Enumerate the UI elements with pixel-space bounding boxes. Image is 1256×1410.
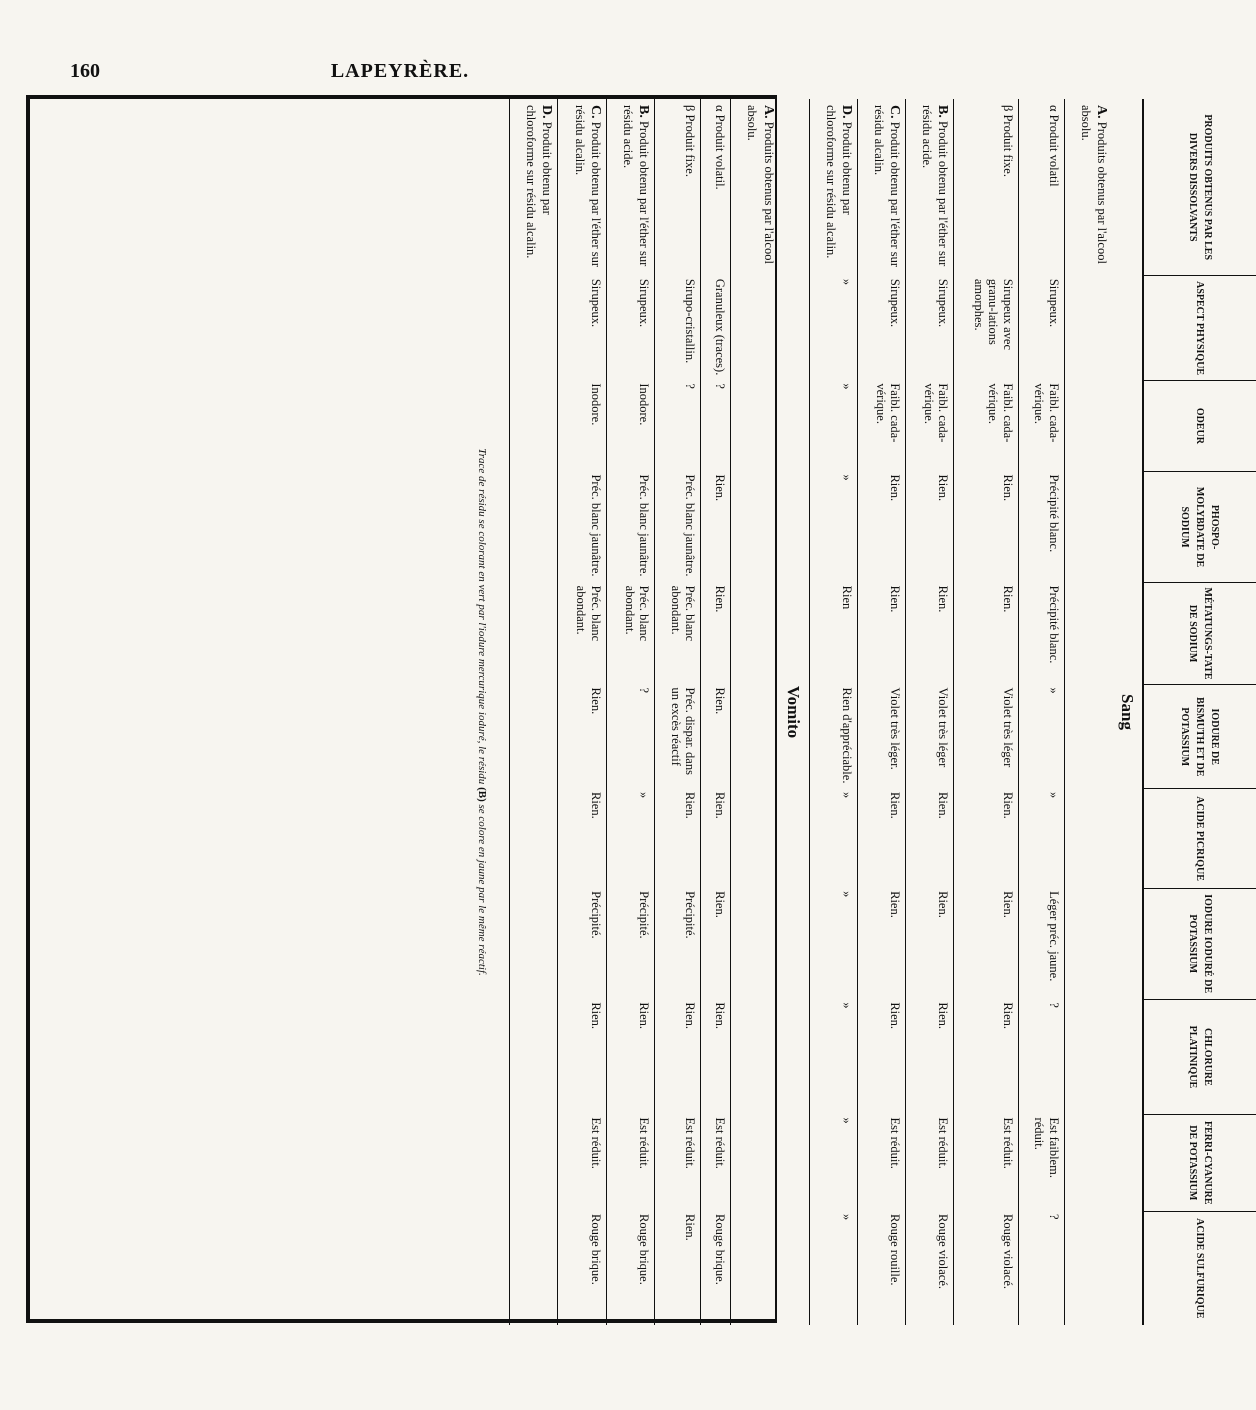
table-cell: Sirupeux. (906, 276, 954, 381)
product-cell (731, 99, 779, 276)
table-cell: Rien. (857, 888, 905, 999)
table-cell: Rouge brique. (558, 1211, 606, 1325)
product-label: Produit obtenu par chloroforme sur résidu alcalin. (823, 105, 854, 259)
table-cell: Rien. (857, 789, 905, 888)
table-cell: Rien. (701, 583, 731, 685)
table-cell: Est réduit. (655, 1115, 701, 1211)
product-label: α Produit volatil. (713, 105, 728, 190)
table-cell (1064, 1115, 1112, 1211)
col-header-chlorure: CHLORURE PLATINIQUE (1143, 999, 1256, 1114)
table-cell (1064, 888, 1112, 999)
product-label: β Produit fixe. (683, 105, 698, 177)
col-header-odeur: ODEUR (1143, 380, 1256, 471)
product-letter: C. (887, 105, 903, 119)
table-cell (731, 999, 779, 1114)
product-cell (809, 99, 857, 276)
table-row (510, 99, 558, 1325)
table-cell: Rien. (558, 684, 606, 789)
table-cell (1064, 999, 1112, 1114)
table-cell (1064, 1211, 1112, 1325)
table-cell (510, 684, 558, 789)
table-cell (510, 583, 558, 685)
product-letter: B. (935, 105, 951, 118)
product-label: Produits obtenus par l'alcool absolu. (1078, 105, 1109, 264)
table-cell (1064, 471, 1112, 582)
footnote (476, 99, 488, 1325)
table-cell: » (809, 1211, 857, 1325)
table-cell: Est réduit. (906, 1115, 954, 1211)
table-cell: Rien (809, 583, 857, 685)
table-cell: ? (701, 380, 731, 471)
table-cell: Est réduit. (857, 1115, 905, 1211)
product-label: Produits obtenus par l'alcool absolu. (745, 105, 776, 264)
table-cell: Rouge rouille. (857, 1211, 905, 1325)
product-cell (954, 99, 1018, 276)
table-cell: Préc. blanc jaunâtre. (655, 471, 701, 582)
table-cell: ? (1018, 1211, 1064, 1325)
footnote-text-end: se colore en jaune par le même réactif. (476, 804, 488, 976)
section-title: Vomito (784, 685, 804, 739)
table-cell: Rien. (701, 999, 731, 1114)
table-cell: Rien. (954, 471, 1018, 582)
table-cell (510, 888, 558, 999)
table-row (809, 99, 857, 1325)
product-cell (1018, 99, 1064, 276)
table-cell: Rien. (857, 999, 905, 1114)
product-cell (857, 99, 905, 276)
table-cell (1064, 276, 1112, 381)
table-cell (1064, 380, 1112, 471)
table-cell (731, 380, 779, 471)
table-cell: » (1018, 684, 1064, 789)
table-cell (510, 1115, 558, 1211)
table-cell: Rien. (655, 789, 701, 888)
table-cell: Rien. (954, 583, 1018, 685)
rotated-table (476, 99, 1256, 1325)
table-cell (1064, 583, 1112, 685)
table-cell: Précipité. (558, 888, 606, 999)
table-cell (731, 583, 779, 685)
table-row (558, 99, 606, 1325)
table-cell: Inodore. (558, 380, 606, 471)
table-cell: Rien. (558, 999, 606, 1114)
table-cell: Est réduit. (701, 1115, 731, 1211)
table-cell: Rien. (906, 789, 954, 888)
table-cell: » (809, 1115, 857, 1211)
table-cell: Granuleux (traces). (701, 276, 731, 381)
product-cell (906, 99, 954, 276)
table-cell: » (809, 789, 857, 888)
table-cell: Préc. blanc abondant. (606, 583, 654, 685)
col-header-ferricyanure: FERRI-CYANURE DE POTASSIUM (1143, 1115, 1256, 1211)
table-cell: Rien. (606, 999, 654, 1114)
table-cell: ? (1018, 999, 1064, 1114)
table-cell (731, 888, 779, 999)
table-cell (510, 789, 558, 888)
table-cell: Inodore. (606, 380, 654, 471)
reaction-table (509, 99, 1256, 1325)
table-cell: Préc. dispar. dans un excès réactif (655, 684, 701, 789)
product-label: Produit obtenu par l'éther sur résidu acide. (620, 105, 652, 267)
table-cell: Faibl. cada-vérique. (906, 380, 954, 471)
table-cell: Rouge brique. (701, 1211, 731, 1325)
table-cell (731, 276, 779, 381)
table-cell: Rien. (954, 999, 1018, 1114)
product-letter: D. (539, 105, 555, 119)
table-cell: Rien. (906, 999, 954, 1114)
product-letter: B. (636, 105, 652, 118)
table-cell: Est réduit. (954, 1115, 1018, 1211)
product-cell (701, 99, 731, 276)
product-letter: C. (587, 105, 603, 119)
table-cell: » (1018, 789, 1064, 888)
table-cell: Sirupo-cristallin. (655, 276, 701, 381)
table-cell: Rien. (701, 789, 731, 888)
table-cell: Préc. blanc abondant. (655, 583, 701, 685)
table-row (731, 99, 779, 1325)
table-cell: Est faiblem. réduit. (1018, 1115, 1064, 1211)
table-row (1018, 99, 1064, 1325)
table-cell: Faibl. cada-vérique. (1018, 380, 1064, 471)
table-body (510, 99, 1144, 1325)
product-letter: A. (1094, 105, 1109, 119)
col-header-iodure-bismuth: IODURE DE BISMUTH ET DE POTASSIUM (1143, 684, 1256, 789)
table-cell: Précipité. (655, 888, 701, 999)
product-cell (606, 99, 654, 276)
table-row (606, 99, 654, 1325)
table-cell: Sirupeux. (606, 276, 654, 381)
table-cell: » (606, 789, 654, 888)
table-row (701, 99, 731, 1325)
page-number: 160 (70, 60, 100, 82)
table-cell: Rien. (954, 789, 1018, 888)
table-row (655, 99, 701, 1325)
section-row (779, 99, 810, 1325)
table-cell: » (809, 276, 857, 381)
table-cell: Préc. blanc jaunâtre. (606, 471, 654, 582)
product-label: Produit obtenu par l'éther sur résidu alcalin. (572, 105, 603, 268)
table-row (857, 99, 905, 1325)
table-cell: Rien. (701, 888, 731, 999)
table-cell: Rien. (701, 684, 731, 789)
table-row (906, 99, 954, 1325)
product-label: α Produit volatil (1046, 105, 1061, 187)
table-cell: » (809, 380, 857, 471)
table-cell: Préc. blanc jaunâtre. (558, 471, 606, 582)
col-header-phospho: PHOSPO-MOLYBDATE DE SODIUM (1143, 471, 1256, 582)
table-cell: Violet très léger (954, 684, 1018, 789)
table-cell (731, 684, 779, 789)
table-cell: Précipité blanc. (1018, 583, 1064, 685)
product-cell (1064, 99, 1112, 276)
table-cell: Est réduit. (606, 1115, 654, 1211)
table-cell: » (809, 471, 857, 582)
footnote-text: Trace de résidu se colorant en vert par l'iodure mercurique ioduré, le résidu (476, 448, 488, 785)
table-cell: Rien. (655, 1211, 701, 1325)
col-header-acide-picrique: ACIDE PICRIQUE (1143, 789, 1256, 888)
table-cell: Préc. blanc abondant. (558, 583, 606, 685)
table-cell (1064, 684, 1112, 789)
product-label: Produit obtenu par l'éther sur résidu acide. (920, 105, 951, 267)
header-row (1143, 99, 1256, 1325)
table-cell: Violet très léger. (857, 684, 905, 789)
table-cell: » (809, 999, 857, 1114)
table-row (1064, 99, 1112, 1325)
footnote-tag: (B) (476, 787, 488, 802)
running-head: LAPEYRÈRE. (330, 60, 470, 82)
product-cell (655, 99, 701, 276)
col-header-sulfurique: ACIDE SULFURIQUE (1143, 1211, 1256, 1325)
table-cell: ? (606, 684, 654, 789)
table-cell: Rouge violacé. (954, 1211, 1018, 1325)
table-cell: Rien. (906, 471, 954, 582)
table-cell: Rien. (954, 888, 1018, 999)
table-cell: Rien. (857, 471, 905, 582)
table-cell (510, 471, 558, 582)
product-cell (558, 99, 606, 276)
table-cell: Sirupeux avec granu-lations amorphes. (954, 276, 1018, 381)
table-cell: Léger préc. jaune. (1018, 888, 1064, 999)
table-cell (731, 471, 779, 582)
table-cell: Sirupeux. (1018, 276, 1064, 381)
table-cell (510, 380, 558, 471)
table-cell: Rouge brique. (606, 1211, 654, 1325)
product-letter: A. (760, 105, 776, 119)
table-cell: Rien d'appréciable. (809, 684, 857, 789)
product-label: β Produit fixe. (1000, 105, 1015, 177)
section-row (1112, 99, 1143, 1325)
section-title: Sang (1117, 694, 1137, 730)
table-cell (731, 1211, 779, 1325)
table-cell: Rouge violacé. (906, 1211, 954, 1325)
table-cell: Sirupeux. (857, 276, 905, 381)
product-label: Produit obtenu par l'éther sur résidu alcalin. (872, 105, 903, 268)
product-letter: D. (838, 105, 854, 119)
table-cell (510, 999, 558, 1114)
table-cell: Rien. (906, 888, 954, 999)
table-cell: Précipité blanc. (1018, 471, 1064, 582)
table-cell (1064, 789, 1112, 888)
product-cell (510, 99, 558, 276)
table-cell: Faibl. cada-vérique. (954, 380, 1018, 471)
table-cell: Rien. (857, 583, 905, 685)
col-header-products: PRODUITS OBTENUS PAR LES DIVERS DISSOLVANTS (1143, 99, 1256, 276)
reaction-table-frame (26, 95, 1221, 1323)
table-cell: Est réduit. (558, 1115, 606, 1211)
col-header-iodure-iodure: IODURE IODURÉ DE POTASSIUM (1143, 888, 1256, 999)
table-cell: Rien. (906, 583, 954, 685)
table-cell: Faibl. cada-vérique. (857, 380, 905, 471)
col-header-aspect: ASPECT PHYSIQUE (1143, 276, 1256, 381)
table-cell (510, 276, 558, 381)
table-cell: Rien. (701, 471, 731, 582)
table-cell: Sirupeux. (558, 276, 606, 381)
table-cell: Violet très léger (906, 684, 954, 789)
table-cell: Rien. (558, 789, 606, 888)
product-label: Produit obtenu par chloroforme sur résidu alcalin. (524, 105, 555, 259)
table-row (954, 99, 1018, 1325)
table-cell (731, 1115, 779, 1211)
table-cell: ? (655, 380, 701, 471)
table-cell (731, 789, 779, 888)
table-cell (510, 1211, 558, 1325)
table-cell: Rien. (655, 999, 701, 1114)
table-cell: » (809, 888, 857, 999)
col-header-metatungstate: MÉTATUNGS-TATE DE SODIUM (1143, 583, 1256, 685)
table-cell: Précipité. (606, 888, 654, 999)
